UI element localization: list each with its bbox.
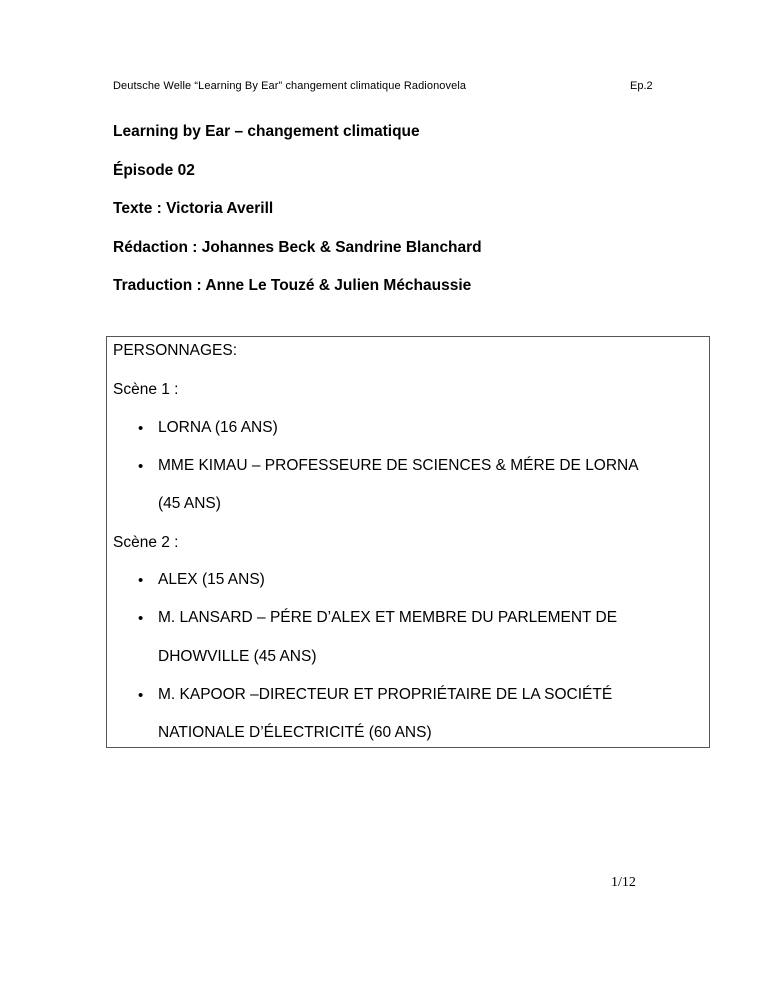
character-lorna: LORNA (16 ANS) bbox=[158, 419, 278, 436]
character-mme-kimau: MME KIMAU – PROFESSEURE DE SCIENCES & MÉRE DE LORNA bbox=[158, 457, 639, 474]
bullet-marker: • bbox=[138, 687, 144, 704]
page-number: 1/12 bbox=[611, 875, 636, 890]
characters-box bbox=[106, 336, 710, 748]
character-m-kapoor-cont: NATIONALE D’ÉLECTRICITÉ (60 ANS) bbox=[158, 724, 432, 741]
character-m-kapoor: M. KAPOOR –DIRECTEUR ET PROPRIÉTAIRE DE LA SOCIÉTÉ bbox=[158, 686, 613, 703]
running-header-episode: Ep.2 bbox=[630, 80, 653, 92]
document-title: Learning by Ear – changement climatique bbox=[113, 123, 420, 140]
running-header-title: Deutsche Welle “Learning By Ear” changement climatique Radionovela bbox=[113, 80, 467, 92]
editors-line: Rédaction : Johannes Beck & Sandrine Blanchard bbox=[113, 239, 482, 256]
characters-heading: PERSONNAGES: bbox=[113, 342, 238, 359]
bullet-marker: • bbox=[138, 610, 144, 627]
scene-1-label: Scène 1 : bbox=[113, 381, 179, 398]
bullet-marker: • bbox=[138, 572, 144, 589]
translators-line: Traduction : Anne Le Touzé & Julien Méchaussie bbox=[113, 277, 472, 294]
episode-number: Épisode 02 bbox=[113, 162, 195, 179]
scene-2-label: Scène 2 : bbox=[113, 534, 179, 551]
character-mme-kimau-age: (45 ANS) bbox=[158, 495, 221, 512]
character-m-lansard: M. LANSARD – PÉRE D’ALEX ET MEMBRE DU PARLEMENT DE bbox=[158, 609, 618, 626]
bullet-marker: • bbox=[138, 420, 144, 437]
author-line: Texte : Victoria Averill bbox=[113, 200, 274, 217]
character-alex: ALEX (15 ANS) bbox=[158, 571, 265, 588]
bullet-marker: • bbox=[138, 458, 144, 475]
character-m-lansard-cont: DHOWVILLE (45 ANS) bbox=[158, 648, 317, 665]
